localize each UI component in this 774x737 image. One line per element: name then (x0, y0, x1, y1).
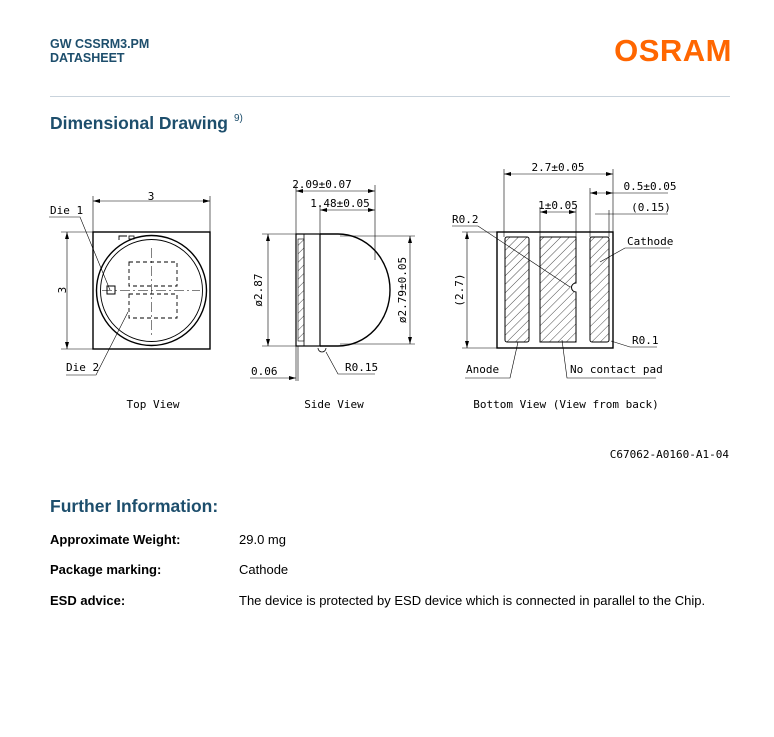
osram-logo: OSRAM (614, 33, 732, 68)
side-view-diameter: ø2.87 (252, 273, 265, 307)
document-type: DATASHEET (50, 51, 125, 65)
esd-advice-label: ESD advice: (50, 593, 126, 608)
die-1-marker (107, 286, 115, 294)
side-view-radius: R0.15 (345, 361, 379, 374)
dimensional-drawing-title (50, 113, 243, 133)
anode-pad (505, 237, 529, 342)
die-1-label: Die 1 (50, 204, 84, 217)
bottom-view-width: 2.7±0.05 (531, 161, 585, 174)
no-contact-pad-label: No contact pad (570, 363, 663, 376)
drawing-id: C67062-A0160-A1-04 (609, 448, 729, 461)
top-view-width: 3 (147, 190, 155, 203)
bottom-view-pad-width: 0.5±0.05 (623, 180, 677, 193)
side-view-lens-length: 1.48±0.05 (310, 197, 370, 210)
footnote-marker: 9) (233, 113, 243, 124)
weight-label: Approximate Weight: (50, 532, 181, 547)
package-marking-value: Cathode (239, 562, 289, 577)
side-view-offset: 0.06 (251, 365, 278, 378)
top-view-height: 3 (56, 286, 69, 294)
die-1-outline (129, 262, 177, 286)
bottom-view-gap: (0.15) (631, 201, 671, 214)
anode-label: Anode (466, 363, 500, 376)
bottom-view-height: (2.7) (453, 273, 466, 307)
header-divider (50, 96, 730, 97)
no-contact-pad (540, 237, 576, 342)
side-view-caption: Side View (304, 398, 364, 411)
esd-advice-value: The device is protected by ESD device which is connected in parallel to the Chip. (239, 593, 706, 608)
bottom-view-center-pad-width: 1±0.05 (538, 199, 578, 212)
bottom-view-caption: Bottom View (View from back) (473, 398, 659, 411)
side-view-dome-diameter: ø2.79±0.05 (396, 256, 409, 324)
side-view-total-length: 2.09±0.07 (292, 178, 352, 191)
die-2-outline (129, 294, 177, 318)
side-view-dome (320, 234, 390, 346)
bottom-view-radius-bottom: R0.1 (632, 334, 659, 347)
bottom-view-radius-top: R0.2 (452, 213, 479, 226)
side-view (250, 185, 415, 381)
dimensional-drawing (0, 150, 774, 470)
cathode-label: Cathode (627, 235, 674, 248)
die-2-label: Die 2 (66, 361, 100, 374)
cathode-pad (590, 237, 609, 342)
further-information-title: Further Information: (50, 496, 219, 516)
top-view-caption: Top View (126, 398, 180, 411)
top-view (49, 196, 210, 375)
product-name: GW CSSRM3.PM (50, 37, 150, 51)
weight-value: 29.0 mg (239, 532, 286, 547)
dimensional-drawing-heading: Dimensional Drawing (50, 113, 228, 133)
package-marking-label: Package marking: (50, 562, 162, 577)
